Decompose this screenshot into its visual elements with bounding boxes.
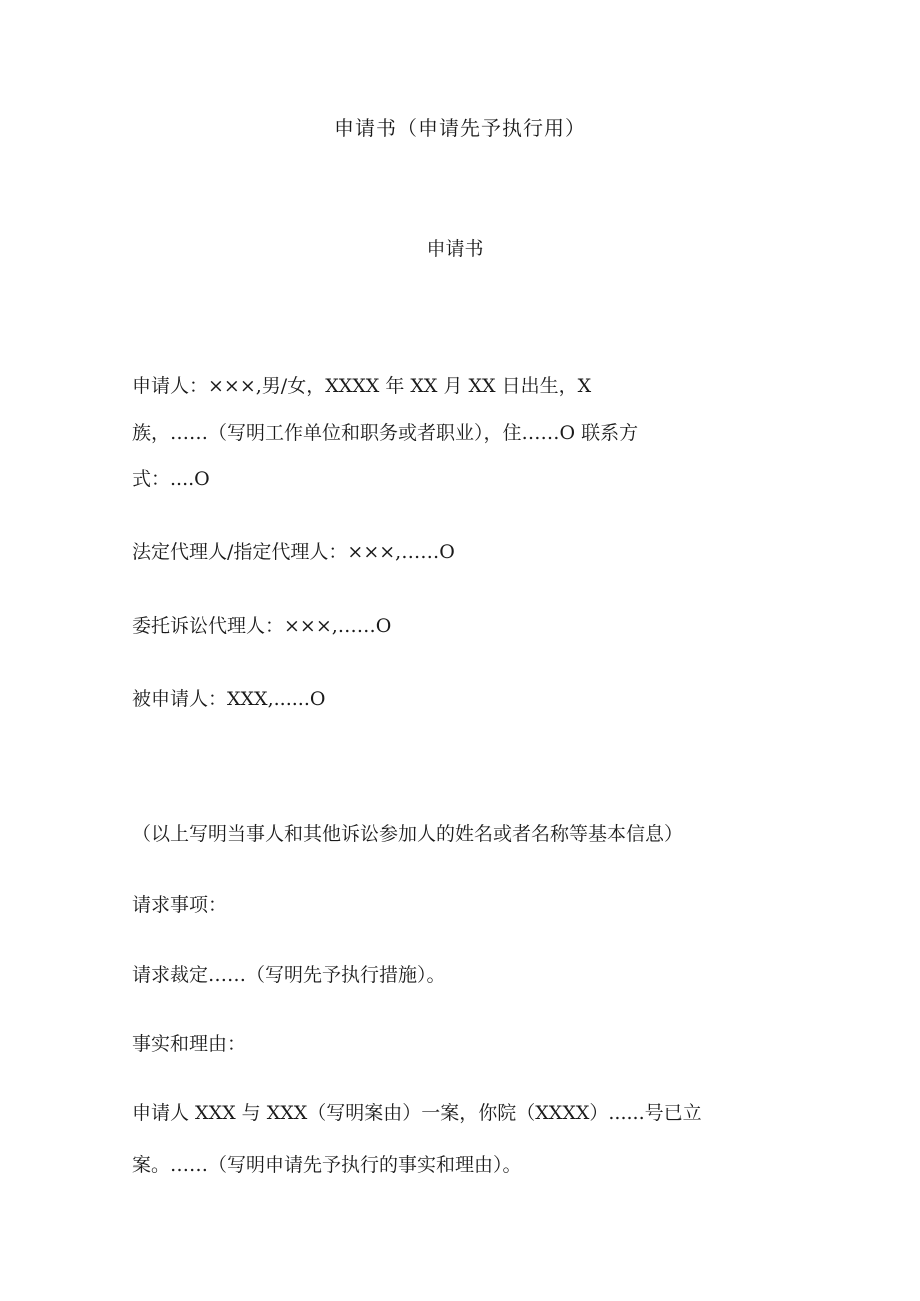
facts-heading: 事实和理由： — [132, 1033, 247, 1055]
facts-body-line-1: 申请人 XXX 与 XXX（写明案由）一案，你院（XXXX）......号已立 — [132, 1102, 702, 1124]
respondent-line: 被申请人：XXX,......O — [132, 688, 326, 710]
document-title: 申请书（申请先予执行用） — [334, 116, 586, 140]
request-heading: 请求事项： — [132, 894, 228, 916]
document-subtitle: 申请书 — [426, 238, 484, 260]
applicant-line-1: 申请人：×××,男/女，XXXX 年 XX 月 XX 日出生，X — [132, 375, 592, 397]
litigation-agent-line: 委托诉讼代理人：×××,……O — [132, 615, 392, 637]
legal-agent-line: 法定代理人/指定代理人：×××,……O — [132, 541, 455, 563]
applicant-line-3: 式：....O — [132, 468, 210, 490]
facts-body-line-2: 案。……（写明申请先予执行的事实和理由）。 — [132, 1154, 522, 1176]
request-body: 请求裁定……（写明先予执行措施）。 — [132, 964, 446, 986]
applicant-line-2: 族，……（写明工作单位和职务或者职业），住……O 联系方 — [132, 422, 639, 444]
parties-note: （以上写明当事人和其他诉讼参加人的姓名或者名称等基本信息） — [132, 823, 684, 845]
